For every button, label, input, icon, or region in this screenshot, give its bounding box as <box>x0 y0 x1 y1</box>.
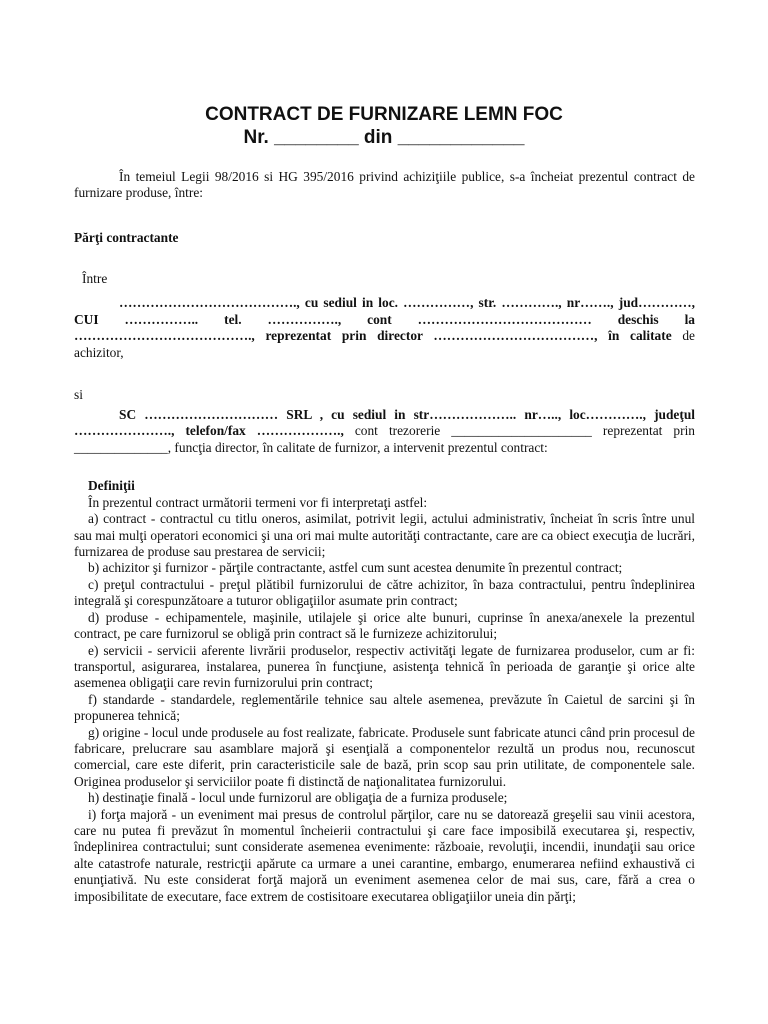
definitie-item: d) produse - echipamentele, maşinile, utilajele şi orice alte bunuri, cuprinse în anexa/anexele la prezentul contract, pe care furnizorul se obligă prin contract să le furnizeze achizitorului; <box>74 609 695 642</box>
document-body <box>74 169 695 905</box>
intro-paragraph: În temeiul Legii 98/2016 si HG 395/2016 privind achiziţiile publice, s-a încheiat prezentul contract de furnizare produse, între: <box>74 169 695 201</box>
contract-number-line: Nr. ________ din ____________ <box>243 127 525 148</box>
definitie-item: b) achizitor şi furnizor - părţile contractante, astfel cum sunt acestea denumite în prezentul contract; <box>88 560 623 576</box>
definitie-item: a) contract - contractul cu titlu oneros, asimilat, potrivit legii, actului administrativ, încheiat în scris între unul sau mai mulţi operatori economici şi una ori mai multe autorităţi contractante, care are ca obiect execuţia de lucrări, furnizarea de produse sau prestarea de servicii; <box>74 511 695 560</box>
intre-label: Între <box>82 271 108 286</box>
si-label: si <box>74 387 83 403</box>
definitie-item: e) servicii - servicii aferente livrării produselor, respectiv activităţi legate de furnizarea produselor, cum ar fi: transportul, asigurarea, instalarea, punerea în funcţiune, asistenţa tehnică în perioada de garanţie şi orice alte asemenea obligaţii care revin furnizorului prin contract; <box>74 642 695 691</box>
document-title: CONTRACT DE FURNIZARE LEMN FOC <box>205 104 563 125</box>
definitie-item: f) standarde - standardele, reglementările tehnice sau altele asemenea, prevăzute în Caietul de sarcini şi în propunerea tehnică; <box>74 691 695 724</box>
achizitor-paragraph: …………………………………., cu sediul in loc. ……………, str. …………., nr……., jud…………, CUI …………….. tel. ……………., cont ………………………………… deschis la …………………………………., reprezentat prin director ………………………………, în calitate de achizitor, <box>74 295 695 360</box>
parti-heading: Părţi contractante <box>74 230 179 246</box>
definitie-item: i) forţa majoră - un eveniment mai presus de controlul părţilor, care nu se datorează greşelii sau vinii acestora, care nu putea fi prevăzut în momentul încheierii contractului şi care face imposibilă executarea şi, respectiv, îndeplinirea contractului; sunt considerate asemenea evenimente: războaie, revoluţii, incendii, inundaţii sau orice alte catastrofe naturale, restricţii apărute ca urmare a unei carantine, embargo, enumerarea nefiind exhaustivă ci enunţiativă. Nu este considerat forţă majoră un eveniment asemenea celor de mai sus, care, fără a crea o imposibilitate de executare, face extrem de costisitoare executarea obligaţiilor uneia din părţi; <box>74 806 695 904</box>
definitie-item: c) preţul contractului - preţul plătibil furnizorului de către achizitor, în baza contractului, pentru îndeplinirea integrală şi corespunzătoare a tuturor obligaţiilor asumate prin contract; <box>74 576 695 609</box>
definitie-item: h) destinaţie finală - locul unde furnizorul are obligaţia de a furniza produsele; <box>88 790 508 806</box>
definitii-intro: În prezentul contract următorii termeni vor fi interpretaţi astfel: <box>88 494 428 510</box>
furnizor-paragraph: SC ………………………… SRL , cu sediul in str……………….. nr….., loc…………., judeţul …………………., telefon/fax ………………., cont trezorerie _____________________ reprezentat prin ______________, funcţia director, în calitate de furnizor, a intervenit prezentul contract: <box>74 406 695 455</box>
definitie-item: g) origine - locul unde produsele au fost realizate, fabricate. Produsele sunt fabricate atunci când prin procesul de fabricare, prelucrare sau asamblare majoră şi esenţială a componentelor rezultă un produs nou, recunoscut comercial, care este diferit, prin caracteristicile sale de bază, prin scop sau prin utilitate, de componentele sale. Originea produselor şi serviciilor poate fi distinctă de naţionalitatea furnizorului. <box>74 724 695 789</box>
definitii-heading: Definiţii <box>88 478 135 494</box>
